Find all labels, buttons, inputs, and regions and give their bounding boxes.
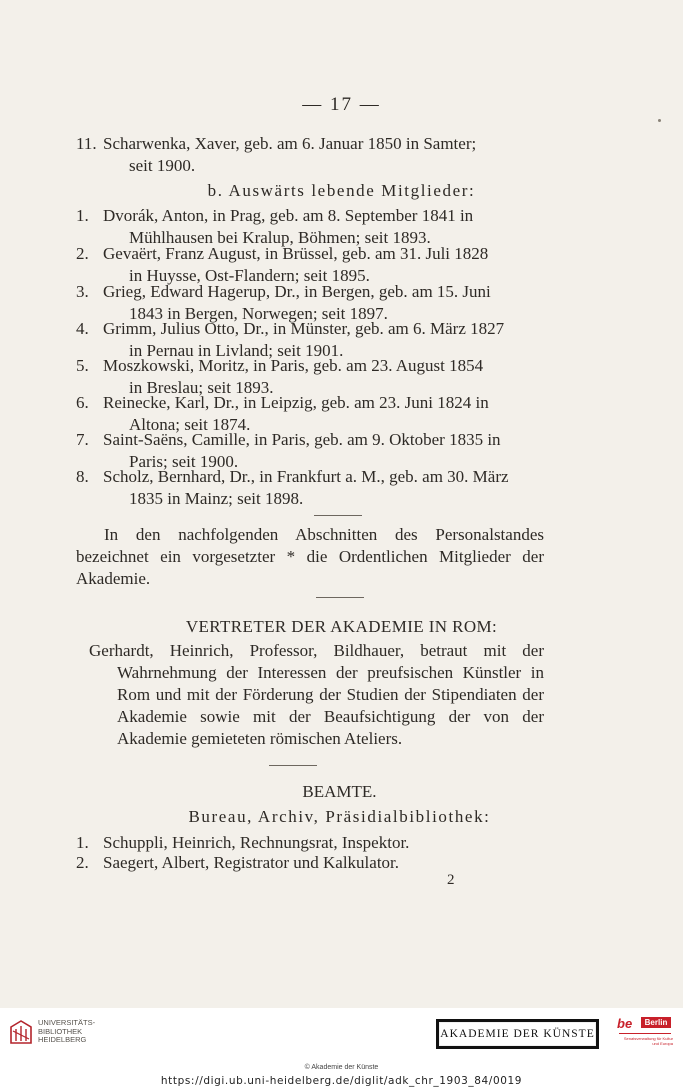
- divider: [269, 765, 317, 766]
- entry-number: 8.: [76, 467, 89, 486]
- berlin-subtitle: Senatsverwaltung für Kultur und Europa: [623, 1036, 673, 1046]
- entry-text: Saegert, Albert, Registrator und Kalkulator.: [103, 853, 400, 872]
- member-entry-11: [76, 133, 544, 177]
- entry-line-1: Scharwenka, Xaver, geb. am 6. Januar 1850 in Samter;: [103, 134, 477, 153]
- member-entry: [76, 466, 544, 510]
- source-url-link[interactable]: https://digi.ub.uni-heidelberg.de/diglit/adk_chr_1903_84/0019: [160, 1075, 523, 1087]
- entry-number: 1.: [76, 206, 89, 225]
- entry-line-2: in Breslau; seit 1893.: [129, 378, 274, 397]
- university-library-logo-icon: [8, 1017, 34, 1047]
- section-heading-auswaerts: b. Auswärts lebende Mitglieder:: [207, 181, 476, 200]
- entry-number: 4.: [76, 319, 89, 338]
- entry-number: 6.: [76, 393, 89, 412]
- akademie-label: AKADEMIE DER KÜNSTE: [439, 1022, 596, 1046]
- entry-line-2: in Pernau in Livland; seit 1901.: [129, 341, 344, 360]
- entry-number: 2.: [76, 244, 89, 263]
- entry-line-1: Reinecke, Karl, Dr., in Leipzig, geb. am 23. Juni 1824 in: [103, 393, 489, 412]
- entry-line-2: 1843 in Bergen, Norwegen; seit 1897.: [129, 304, 388, 323]
- entry-line-1: Moszkowski, Moritz, in Paris, geb. am 23. August 1854: [103, 356, 484, 375]
- entry-line-2: 1835 in Mainz; seit 1898.: [129, 489, 304, 508]
- entry-line-2: seit 1900.: [129, 156, 196, 175]
- entry-line-2: Altona; seit 1874.: [129, 415, 251, 434]
- entry-number: 2.: [76, 853, 89, 872]
- entry-line-2: Mühlhausen bei Kralup, Böhmen; seit 1893.: [129, 228, 431, 247]
- entry-line-2: Paris; seit 1900.: [129, 452, 239, 471]
- divider: [316, 597, 364, 598]
- entry-text: Schuppli, Heinrich, Rechnungsrat, Inspektor.: [103, 833, 410, 852]
- entry-line-1: Dvorák, Anton, in Prag, geb. am 8. September 1841 in: [103, 206, 474, 225]
- rome-heading: VERTRETER DER AKADEMIE IN ROM:: [185, 617, 498, 636]
- copyright: © Akademie der Künste: [304, 1064, 379, 1071]
- berlin-rule: [619, 1033, 671, 1034]
- library-line: HEIDELBERG: [38, 1035, 87, 1044]
- divider: [314, 515, 362, 516]
- signature-mark: 2: [447, 872, 455, 888]
- bureau-heading: Bureau, Archiv, Präsidialbibliothek:: [188, 807, 491, 826]
- rome-paragraph: Gerhardt, Heinrich, Professor, Bildhauer, betraut mit der Wahrnehmung der Interessen der preufsischen Künstler in Rom und mit der Förderung der Studien der Stipendiaten der Akademie sowie mit der Beaufsichtigung der von der Akademie gemieteten römischen Ateliers.: [89, 641, 544, 748]
- entry-line-1: Grieg, Edward Hagerup, Dr., in Bergen, geb. am 15. Juni: [103, 282, 491, 301]
- library-line: UNIVERSITÄTS-: [38, 1018, 96, 1027]
- official-entry: [76, 832, 544, 854]
- library-line: BIBLIOTHEK: [38, 1026, 83, 1036]
- berlin-box: Berlin: [641, 1017, 671, 1028]
- entry-number: 5.: [76, 356, 89, 375]
- official-entry: [76, 852, 544, 874]
- entry-line-1: Grimm, Julius Otto, Dr., in Münster, geb. am 6. März 1827: [103, 319, 505, 338]
- entry-line-1: Scholz, Bernhard, Dr., in Frankfurt a. M., geb. am 30. März: [103, 467, 509, 486]
- entry-line-1: Saint-Saëns, Camille, in Paris, geb. am 9. Oktober 1835 in: [103, 430, 501, 449]
- entry-number: 7.: [76, 430, 89, 449]
- library-name: [38, 1019, 95, 1045]
- entry-number: 3.: [76, 282, 89, 301]
- entry-number: 1.: [76, 833, 89, 852]
- beamte-heading: BEAMTE.: [302, 782, 377, 801]
- berlin-logo: [617, 1016, 673, 1050]
- page-number: — 17 —: [302, 94, 381, 115]
- entry-line-2: in Huysse, Ost-Flandern; seit 1895.: [129, 266, 370, 285]
- berlin-mark: be: [617, 1016, 633, 1031]
- entry-number: 11.: [76, 134, 97, 153]
- entry-line-1: Gevaërt, Franz August, in Brüssel, geb. am 31. Juli 1828: [103, 244, 489, 263]
- akademie-logo: [436, 1019, 599, 1049]
- note-paragraph: In den nachfolgenden Abschnitten des Personalstandes bezeichnet ein vorgesetzter * die Ordentlichen Mitglieder der Akademie.: [76, 525, 544, 588]
- speck: [658, 119, 661, 122]
